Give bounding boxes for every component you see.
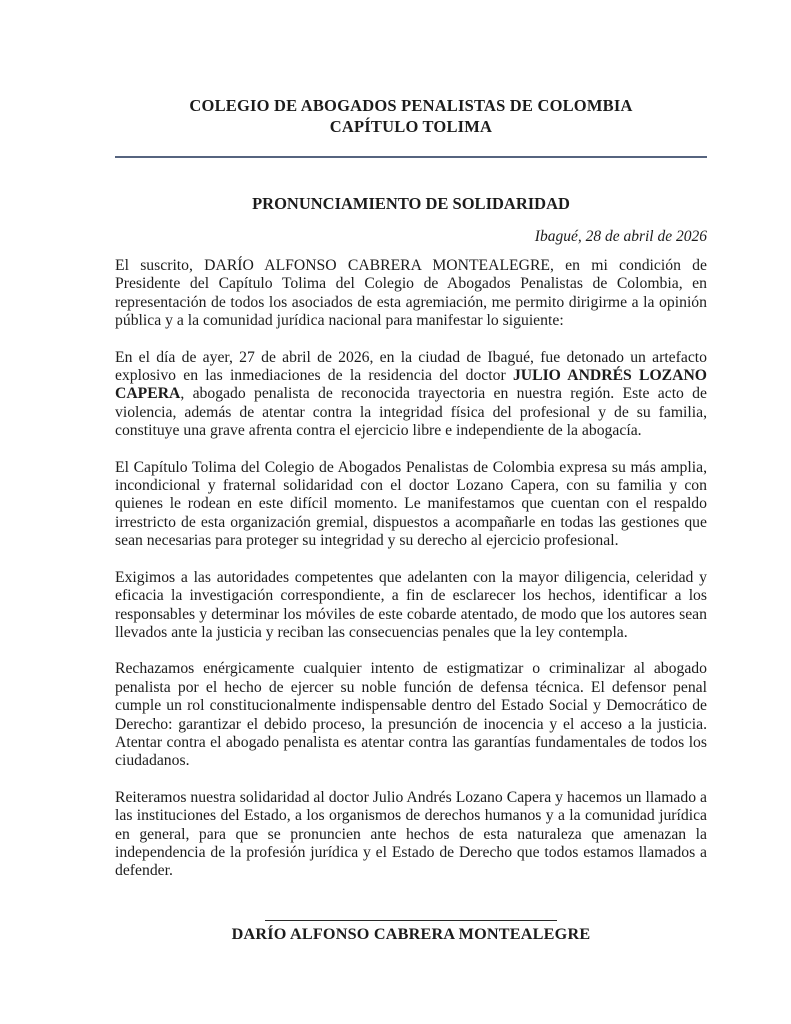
- page-title: PRONUNCIAMIENTO DE SOLIDARIDAD: [252, 194, 570, 213]
- body-paragraph: Reiteramos nuestra solidaridad al doctor Julio Andrés Lozano Capera y hacemos un llamado a las instituciones del Estado, a los organismos de derechos humanos y a la comunidad jurídica en general, para que se pronuncien ante hechos de esta naturaleza que amenazan la independencia de la profesión jurídica y el Estado de Derecho que todos estamos llamados a defender.: [115, 788, 707, 880]
- body-paragraph: El Capítulo Tolima del Colegio de Abogados Penalistas de Colombia expresa su más amplia, incondicional y fraternal solidaridad con el doctor Lozano Capera, con su familia y con quienes le rodean en este difícil momento. Le manifestamos que cuentan con el respaldo irrestricto de esta organización gremial, dispuestos a acompañarle en todas las gestiones que sean necesarias para proteger su integridad y su derecho al ejercicio profesional.: [115, 458, 707, 550]
- document-body: [115, 257, 707, 881]
- signature-line: [265, 920, 557, 921]
- body-paragraph: En el día de ayer, 27 de abril de 2026, en la ciudad de Ibagué, fue detonado un artefacto explosivo en las inmediaciones de la residencia del doctor JULIO ANDRÉS LOZANO CAPERA, abogado penalista de reconocida trayectoria en nuestra región. Este acto de violencia, además de atentar contra la integridad física del profesional y de su familia, constituye una grave afrenta contra el ejercicio libre e independiente de la abogacía.: [115, 348, 707, 440]
- body-paragraph: Rechazamos enérgicamente cualquier intento de estigmatizar o criminalizar al abogado penalista por el hecho de ejercer su noble función de defensa técnica. El defensor penal cumple un rol constitucionalmente indispensable dentro del Estado Social y Democrático de Derecho: garantizar el debido proceso, la presunción de inocencia y el acceso a la justicia. Atentar contra el abogado penalista es atentar contra las garantías fundamentales de todos los ciudadanos.: [115, 660, 707, 770]
- body-paragraph: El suscrito, DARÍO ALFONSO CABRERA MONTEALEGRE, en mi condición de Presidente del Capítulo Tolima del Colegio de Abogados Penalistas de Colombia, en representación de todos los asociados de esta agremiación, me permito dirigirme a la opinión pública y a la comunidad jurídica nacional para manifestar lo siguiente:: [115, 257, 707, 330]
- letterhead-line-1: COLEGIO DE ABOGADOS PENALISTAS DE COLOMBIA: [189, 96, 633, 115]
- signature-block: [115, 920, 707, 944]
- signature-name: DARÍO ALFONSO CABRERA MONTEALEGRE: [231, 924, 591, 943]
- dateline: Ibagué, 28 de abril de 2026: [534, 228, 707, 245]
- letterhead-line-2: CAPÍTULO TOLIMA: [329, 117, 493, 136]
- header-rule: [115, 156, 707, 158]
- body-paragraph: Exigimos a las autoridades competentes que adelanten con la mayor diligencia, celeridad y eficacia la investigación correspondiente, a fin de esclarecer los hechos, identificar a los responsables y determinar los móviles de este cobarde atentado, de modo que los autores sean llevados ante la justicia y reciban las consecuencias penales que la ley contempla.: [115, 568, 707, 641]
- letterhead: [115, 95, 707, 137]
